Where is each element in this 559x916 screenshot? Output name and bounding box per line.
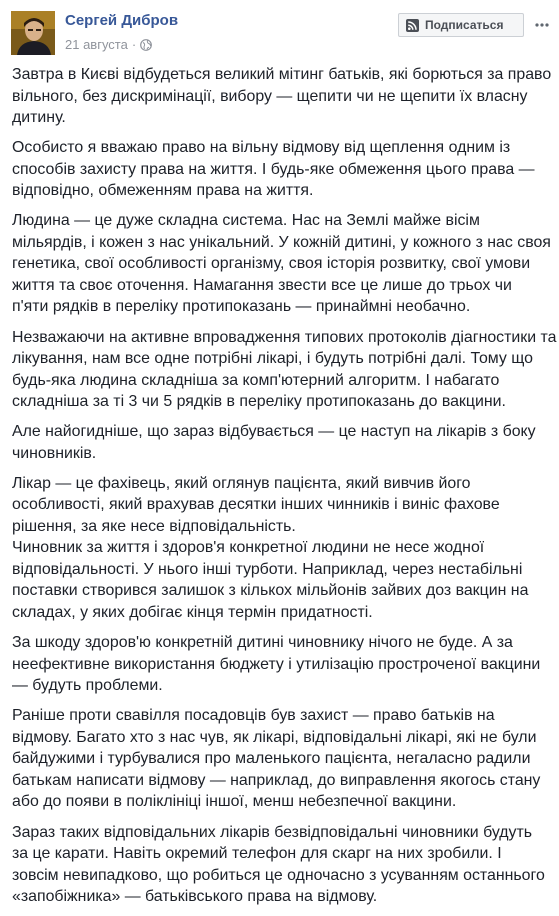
paragraph-line: складах, у яких добігає кінця термін придатності. <box>12 603 373 621</box>
post-body <box>12 64 557 916</box>
paragraph-line: або до появи в поліклініці іншої, менш небезпечної вакцини. <box>12 793 457 811</box>
paragraph-line: «запобіжника» — батьківського права на відмову. <box>12 888 378 905</box>
post-paragraph <box>12 632 552 697</box>
post-paragraph <box>12 421 552 464</box>
paragraph-line: зовсім невипадково, що робиться це одночасно з усуванням останнього <box>12 866 545 884</box>
paragraph-line: відповідальності. У нього інші турботи. Наприклад, через нестабільні <box>12 560 523 578</box>
paragraph-line: чиновників. <box>12 444 97 462</box>
paragraph-line: — будуть проблеми. <box>12 677 163 695</box>
paragraph-line: Людина — це дуже складна система. Нас на Землі майже вісім <box>12 212 480 230</box>
subscribe-label: Подписаться <box>425 18 504 32</box>
paragraph-line: поставки створився залишок з кількох мільйонів зайвих доз вакцин на <box>12 582 529 600</box>
meta-separator: · <box>131 37 137 52</box>
paragraph-line: відмову. Багато хто з нас чув, як лікарі, відповідальні лікарі, які не були <box>12 728 537 746</box>
post-paragraph <box>12 473 552 538</box>
paragraph-line: відповідно, обмеженням права на життя. <box>12 182 314 200</box>
paragraph-line: Лікар — це фахівець, який оглянув пацієнта, який вивчив його <box>12 474 471 492</box>
paragraph-line: складніша за ті 3 чи 5 рядків в переліку протипоказань до вакцини. <box>12 393 506 411</box>
post-paragraph <box>12 327 557 413</box>
author-name[interactable]: Сергей Дибров <box>65 12 179 29</box>
paragraph-line: за це карати. Навіть окремий телефон для скарг на них зробили. І <box>12 845 502 862</box>
paragraph-line: Чиновник за життя і здоров'я конкретної людини не несе жодної <box>12 539 485 557</box>
paragraph-line: неефективне використання бюджету і утилізацію простроченої вакцини <box>12 655 541 673</box>
post-header <box>0 0 559 64</box>
avatar[interactable] <box>11 11 55 55</box>
post-options-button[interactable] <box>530 13 554 37</box>
paragraph-line: генетика, свої особливості організму, своя історія розвитку, свої умови <box>12 255 531 273</box>
avatar-photo <box>11 11 55 55</box>
post-paragraph <box>12 822 552 908</box>
paragraph-line: мільярдів, і кожен з нас унікальний. У кожній дитині, у кожного з нас своя <box>12 233 551 251</box>
post-paragraph <box>12 137 552 202</box>
post-paragraph <box>12 64 552 129</box>
paragraph-line: дитину. <box>12 109 66 126</box>
paragraph-line: байдужими і турбувалися про маленького пацієнта, негаласно радили <box>12 750 531 768</box>
globe-icon[interactable] <box>140 39 152 51</box>
paragraph-line: лікування, нам все одне потрібні лікарі, і будуть потрібні далі. Тому що <box>12 350 533 368</box>
paragraph-line: п'яти рядків в переліку протипоказань — принаймні необачно. <box>12 298 471 316</box>
paragraph-line: вільного, без дискримінації, вибору — щепити чи не щепити їх власну <box>12 87 528 105</box>
paragraph-line: За шкоду здоров'ю конкретній дитині чиновнику нічого не буде. А за <box>12 634 513 652</box>
post-meta <box>65 37 152 52</box>
paragraph-line: Але найогидніше, що зараз відбувається — це наступ на лікарів з боку <box>12 423 536 441</box>
post-paragraph <box>12 705 552 813</box>
post-paragraph <box>12 210 552 318</box>
post-paragraph <box>12 537 552 623</box>
paragraph-line: Раніше проти свавілля посадовців був захист — право батьків на <box>12 707 495 725</box>
paragraph-line: рішення, за яке несе відповідальність. <box>12 517 296 535</box>
post-date[interactable]: 21 августа <box>65 37 128 52</box>
paragraph-line: будь-яка людина складніша за комп'ютерний алгоритм. І набагато <box>12 371 500 389</box>
paragraph-line: Завтра в Києві відбудеться великий мітинг батьків, які борються за право <box>12 66 552 83</box>
subscribe-button[interactable] <box>398 13 524 37</box>
paragraph-line: Зараз таких відповідальних лікарів безвідповідальні чиновники будуть <box>12 823 533 841</box>
paragraph-line: способів захисту права на життя. І будь-яке обмеження цього права — <box>12 160 535 178</box>
paragraph-line: батькам написати відмову — наприклад, до виправлення якогось стану <box>12 771 541 789</box>
paragraph-line: Незважаючи на активне впровадження типових протоколів діагностики та <box>12 328 557 346</box>
paragraph-line: особливості, який врахував десятки інших чинників і виніс фахове <box>12 496 500 514</box>
paragraph-line: життя та своє оточення. Намагання звести все це лише до трьох чи <box>12 276 512 294</box>
paragraph-line: Особисто я вважаю право на вільну відмову від щеплення одним із <box>12 139 511 157</box>
rss-feed-icon <box>406 19 419 32</box>
more-options-icon <box>535 23 549 27</box>
